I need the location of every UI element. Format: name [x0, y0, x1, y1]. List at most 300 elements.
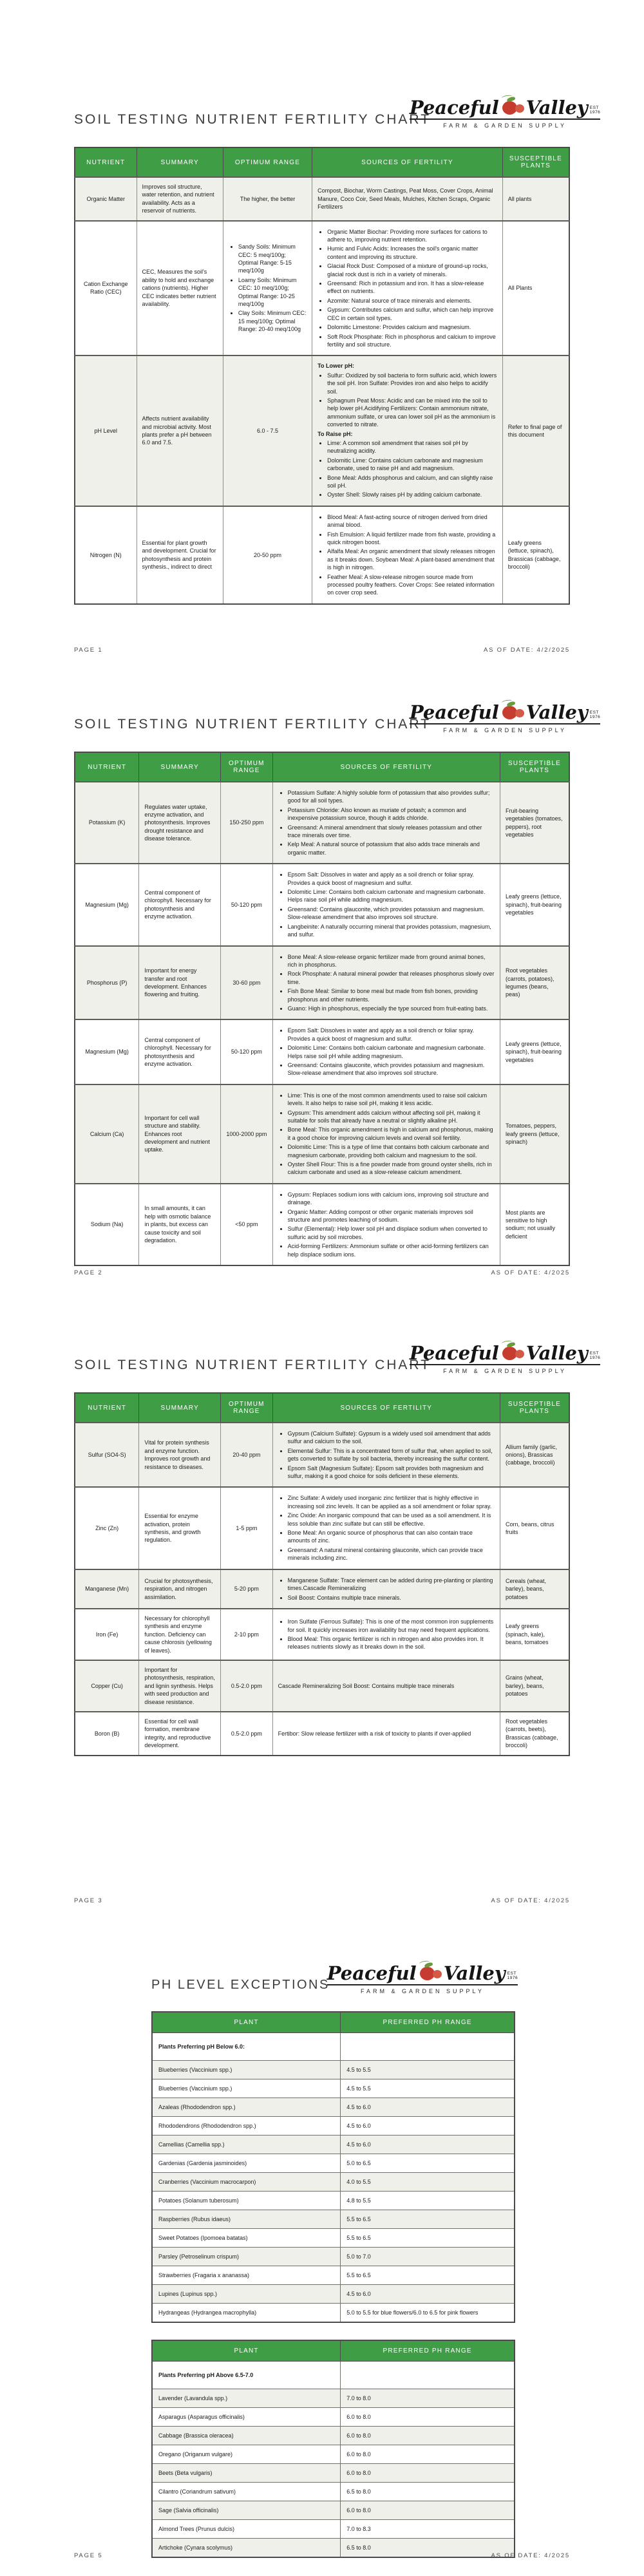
peaceful-valley-logo [409, 700, 601, 734]
page-title: SOIL TESTING NUTRIENT FERTILITY CHART [74, 1358, 431, 1372]
source-bullet: • Gypsum: Contributes calcium and sulfur, which can help improve CEC in certain soil types. [327, 306, 497, 322]
ph-range: 5.0 to 6.5 [341, 2154, 515, 2173]
logo-tagline: FARM & GARDEN SUPPLY [443, 122, 567, 129]
table-row [75, 1084, 569, 1184]
table-row [75, 1609, 569, 1660]
plant-name: Lavender (Lavandula spp.) [152, 2389, 341, 2408]
page-header [74, 700, 601, 734]
optimum-range: <50 ppm [221, 1184, 273, 1265]
optimum-range [223, 221, 312, 356]
logo-word-valley: Valley [526, 701, 588, 723]
source-bullet: • Lime: This is one of the most common amendments used to raise soil calcium levels. It also helps to raise soil pH, making it less acidic. [288, 1092, 495, 1108]
range-bullet: • Loamy Soils: Minimum CEC: 10 meq/100g; Optimal Range: 10-25 meq/100g [238, 276, 307, 308]
table-row [75, 864, 569, 945]
fertility-sources [272, 782, 500, 864]
source-bullet: • Bone Meal: This organic amendment is high in calcium and phosphorus, making it a good choice for improving calcium levels and overall soil fertility. [288, 1126, 495, 1142]
source-bullet: • Langbeinite: A naturally occurring mineral that provides potassium, magnesium, and sulfur. [288, 923, 495, 939]
header-row [75, 1393, 569, 1423]
plant-name: Asparagus (Asparagus officinalis) [152, 2408, 341, 2427]
page-footer [74, 647, 570, 654]
ph-range: 7.0 to 8.3 [341, 2520, 515, 2539]
ph-range: 4.8 to 5.5 [341, 2192, 515, 2210]
susceptible-plants: Leafy greens (lettuce, spinach), fruit-bearing vegetables [500, 1019, 569, 1084]
source-bullet: • Azomite: Natural source of trace minerals and elements. [327, 297, 497, 305]
table-row [152, 2304, 515, 2323]
susceptible-plants: Leafy greens (lettuce, spinach), fruit-bearing vegetables [500, 864, 569, 945]
logo-word-peaceful: Peaceful [409, 701, 499, 723]
nutrient-chart-table-wrap [74, 752, 570, 1266]
source-bullet: • Rock Phosphate: A natural mineral powder that releases phosphorus slowly over time. [288, 970, 495, 986]
fertility-sources [272, 1660, 500, 1712]
column-header: PREFERRED PH RANGE [341, 2340, 515, 2362]
source-bullet-list [278, 789, 495, 857]
tomato-icon [500, 95, 525, 117]
table-row [152, 2154, 515, 2173]
table-row [75, 221, 569, 356]
table-row [152, 2210, 515, 2229]
source-bullet: • Greensand: A natural mineral containing glauconite, which can provide trace minerals including zinc. [288, 1546, 495, 1562]
page-ph-exceptions [0, 1935, 644, 2576]
logo-est: EST 1976 [507, 1971, 518, 1980]
table-row [152, 2408, 515, 2427]
plant-name: Cabbage (Brassica oleracea) [152, 2427, 341, 2445]
ph-range: 4.5 to 6.0 [341, 2098, 515, 2117]
logo-wordmark [410, 1341, 600, 1365]
source-bullet: • Greensand: Rich in potassium and iron. It has a slow-release effect on nutrients. [327, 279, 497, 296]
fertility-sources [312, 355, 503, 506]
susceptible-plants: Corn, beans, citrus fruits [500, 1487, 569, 1569]
table-row [75, 1487, 569, 1569]
header-row [75, 752, 569, 782]
table-row [75, 782, 569, 864]
page-2 [0, 673, 644, 1314]
table-row [152, 2136, 515, 2154]
column-header: SOURCES OF FERTILITY [272, 752, 500, 782]
table-row [152, 2501, 515, 2520]
source-bullet-list [317, 228, 497, 349]
source-bullet: • Gypsum: This amendment adds calcium without affecting soil pH, making it suitable for soils that already have a neutral or slightly alkaline pH. [288, 1109, 495, 1125]
source-bullet: • Dolomitic Lime: Contains both calcium carbonate and magnesium carbonate. Helps raise soil pH while adding magnesium. [288, 1044, 495, 1060]
table-row [75, 1660, 569, 1712]
column-header: SUSCEPTIBLE PLANTS [500, 752, 569, 782]
page-number: PAGE 2 [74, 1269, 103, 1276]
logo-word-peaceful: Peaceful [327, 1962, 417, 1984]
optimum-range: 1-5 ppm [221, 1487, 273, 1569]
ph-range: 5.5 to 6.5 [341, 2266, 515, 2285]
page-3 [0, 1314, 644, 1935]
fertility-sources [272, 1712, 500, 1756]
peaceful-valley-logo [409, 1341, 601, 1374]
source-bullet-list [317, 439, 497, 499]
ph-preference-table [151, 2011, 515, 2323]
source-bullet: • Dolomitic Lime: Contains calcium carbonate and magnesium carbonate, used to raise pH and add magnesium. [327, 457, 497, 473]
source-bullet-list [317, 513, 497, 597]
nutrient-name: Magnesium (Mg) [75, 864, 139, 945]
optimum-range: 50-120 ppm [221, 864, 273, 945]
table-row [152, 2445, 515, 2464]
fertility-sources [272, 1184, 500, 1265]
optimum-range: 20-40 ppm [221, 1423, 273, 1487]
range-bullet: • Sandy Soils: Minimum CEC: 5 meq/100g; Optimal Range: 5-15 meq/100g [238, 243, 307, 275]
table-row [152, 2229, 515, 2248]
ph-range: 5.5 to 6.5 [341, 2229, 515, 2248]
logo-est: EST 1976 [589, 105, 601, 115]
nutrient-name: pH Level [75, 355, 137, 506]
nutrient-summary: Central component of chlorophyll. Necessary for photosynthesis and enzyme activation. [139, 1019, 221, 1084]
source-bullet: • Manganese Sulfate: Trace element can be added during pre-planting or planting times.Cascade Remineralizing [288, 1577, 495, 1593]
source-bullet-list [317, 372, 497, 429]
ph-range: 6.0 to 8.0 [341, 2445, 515, 2464]
optimum-range: 1000-2000 ppm [221, 1084, 273, 1184]
fertility-sources [312, 177, 503, 221]
susceptible-plants: Fruit-bearing vegetables (tomatoes, peppers), root vegetables [500, 782, 569, 864]
nutrient-name: Phosphorus (P) [75, 946, 139, 1020]
page-title: SOIL TESTING NUTRIENT FERTILITY CHART [74, 717, 431, 732]
fertility-sources [272, 1609, 500, 1660]
nutrient-name: Potassium (K) [75, 782, 139, 864]
susceptible-plants: Leafy greens (lettuce, spinach), Brassicas (cabbage, broccoli) [502, 506, 569, 604]
plant-name: Oregano (Origanum vulgare) [152, 2445, 341, 2464]
nutrient-summary: Important for photosynthesis, respiration, and lignin synthesis. Helps with seed production and disease resistance. [139, 1660, 221, 1712]
logo-word-peaceful: Peaceful [409, 1342, 499, 1364]
fertility-sources [272, 1019, 500, 1084]
column-header: NUTRIENT [75, 1393, 139, 1423]
nutrient-name: Calcium (Ca) [75, 1084, 139, 1184]
optimum-range: 0.5-2.0 ppm [221, 1660, 273, 1712]
ph-range: 6.0 to 8.0 [341, 2501, 515, 2520]
source-bullet: • Sphagnum Peat Moss: Acidic and can be mixed into the soil to help lower pH.Acidifying Fertilizers: Contain ammonium nitrate, ammonium sulfate, or urea can lower soil pH as the ammonium is converted to nitrate. [327, 397, 497, 429]
subheader-empty-cell [341, 2362, 515, 2389]
nutrient-name: Magnesium (Mg) [75, 1019, 139, 1084]
table-row [152, 2464, 515, 2483]
table-row [152, 2389, 515, 2408]
source-bullet: • Epsom Salt (Magnesium Sulfate): Epsom salt provides both magnesium and sulfur, making it a good choice for soils deficient in these elements. [288, 1464, 495, 1481]
page-footer [74, 1269, 570, 1276]
logo-word-valley: Valley [526, 97, 588, 118]
plant-name: Potatoes (Solanum tuberosum) [152, 2192, 341, 2210]
source-bullet: • Organic Matter: Adding compost or other organic materials improves soil structure and promotes leaching of sodium. [288, 1208, 495, 1224]
source-text: Cascade Remineralizing Soil Boost: Contains multiple trace minerals [278, 1682, 455, 1689]
table-row [152, 2483, 515, 2501]
peaceful-valley-logo [327, 1961, 518, 1994]
nutrient-summary: Necessary for chlorophyll synthesis and enzyme function. Deficiency can cause chlorosis (yellowing of leaves). [139, 1609, 221, 1660]
table-row [75, 177, 569, 221]
source-bullet: • Humic and Fulvic Acids: Increases the soil's organic matter content and improving its structure. [327, 245, 497, 261]
as-of-date: AS OF DATE: 4/2025 [491, 1897, 570, 1904]
ph-range: 6.0 to 8.0 [341, 2408, 515, 2427]
plant-name: Cilantro (Coriandrum sativum) [152, 2483, 341, 2501]
susceptible-plants: Leafy greens (spinach, kale), beans, tomatoes [500, 1609, 569, 1660]
nutrient-fertility-table [74, 1392, 570, 1756]
page-footer [74, 1897, 570, 1904]
column-header: PLANT [152, 2012, 341, 2033]
fertility-sources [272, 864, 500, 945]
source-bullet: • Oyster Shell: Slowly raises pH by adding calcium carbonate. [327, 491, 497, 498]
nutrient-summary: Essential for cell wall formation, membrane integrity, and reproductive development. [139, 1712, 221, 1756]
column-header: PREFERRED PH RANGE [341, 2012, 515, 2033]
source-bullet: • Lime: A common soil amendment that raises soil pH by neutralizing acidity. [327, 439, 497, 455]
column-header: OPTIMUM RANGE [221, 1393, 273, 1423]
source-bullet: • Fish Emulsion: A liquid fertilizer made from fish waste, providing a quick nitrogen boost. [327, 531, 497, 547]
table-row [75, 1712, 569, 1756]
susceptible-plants: Tomatoes, peppers, leafy greens (lettuce, spinach) [500, 1084, 569, 1184]
table-row [75, 1184, 569, 1265]
source-bullet-list [278, 1092, 495, 1177]
subheader-row [152, 2362, 515, 2389]
logo-word-peaceful: Peaceful [409, 97, 499, 118]
susceptible-plants: Most plants are sensitive to high sodium; not usually deficient [500, 1184, 569, 1265]
tomato-icon [500, 700, 525, 722]
table-row [152, 2061, 515, 2079]
plant-name: Azaleas (Rhododendron spp.) [152, 2098, 341, 2117]
page-1 [0, 0, 644, 673]
source-bullet: • Potassium Chloride: Also known as muriate of potash; a common and inexpensive potassium source, though it adds chloride. [288, 806, 495, 822]
ph-range: 4.5 to 5.5 [341, 2061, 515, 2079]
nutrient-summary: Vital for protein synthesis and enzyme function. Improves root growth and resistance to diseases. [139, 1423, 221, 1487]
source-bullet: • Sulfur: Oxidized by soil bacteria to form sulfuric acid, which lowers the soil pH. Iron Sulfate: Provides iron and also helps to acidify soil. [327, 372, 497, 395]
as-of-date: AS OF DATE: 4/2025 [491, 1269, 570, 1276]
table-row [75, 1423, 569, 1487]
table-row [152, 2117, 515, 2136]
ph-preference-table [151, 2340, 515, 2558]
ph-range: 6.0 to 8.0 [341, 2427, 515, 2445]
plant-name: Lupines (Lupinus spp.) [152, 2285, 341, 2304]
range-bullet-list [229, 243, 307, 333]
nutrient-fertility-table [74, 752, 570, 1266]
nutrient-name: Manganese (Mn) [75, 1569, 139, 1609]
plant-name: Sage (Salvia officinalis) [152, 2501, 341, 2520]
ph-range: 7.0 to 8.0 [341, 2389, 515, 2408]
as-of-date: AS OF DATE: 4/2/2025 [483, 647, 570, 654]
column-header: SOURCES OF FERTILITY [272, 1393, 500, 1423]
logo-word-valley: Valley [443, 1962, 506, 1984]
nutrient-summary: Essential for enzyme activation, protein synthesis, and growth regulation. [139, 1487, 221, 1569]
source-bullet: • Fish Bone Meal: Similar to bone meal but made from fish bones, providing phosphorus and other nutrients. [288, 987, 495, 1003]
page-title: PH LEVEL EXCEPTIONS [151, 1978, 330, 1992]
ph-range: 6.5 to 8.0 [341, 2539, 515, 2558]
source-bullet: • Dolomitic Limestone: Provides calcium and magnesium. [327, 323, 497, 331]
source-bullet: • Epsom Salt: Dissolves in water and apply as a soil drench or foliar spray. Provides a quick boost of magnesium and sulfur. [288, 1027, 495, 1043]
plant-name: Sweet Potatoes (Ipomoea batatas) [152, 2229, 341, 2248]
nutrient-name: Organic Matter [75, 177, 137, 221]
table-row [152, 2098, 515, 2117]
susceptible-plants: Root vegetables (carrots, potatoes), legumes (beans, peas) [500, 946, 569, 1020]
ph-range: 5.0 to 5.5 for blue flowers/6.0 to 6.5 for pink flowers [341, 2304, 515, 2323]
source-bullet: • Bone Meal: Adds phosphorus and calcium, and can slightly raise soil pH. [327, 474, 497, 490]
nutrient-name: Iron (Fe) [75, 1609, 139, 1660]
source-bullet-list [278, 1494, 495, 1562]
susceptible-plants: Refer to final page of this document [502, 355, 569, 506]
source-bullet: • Guano: High in phosphorus, especially the type sourced from fruit-eating bats. [288, 1005, 495, 1012]
plant-name: Blueberries (Vaccinium spp.) [152, 2079, 341, 2098]
tomato-icon [500, 1341, 525, 1363]
column-header: SUMMARY [137, 147, 223, 177]
susceptible-plants: Grains (wheat, barley), beans, potatoes [500, 1660, 569, 1712]
source-bullet-list [278, 1027, 495, 1077]
tomato-icon [418, 1961, 442, 1983]
susceptible-plants: Root vegetables (carrots, beets), Brassicas (cabbage, broccoli) [500, 1712, 569, 1756]
fertility-sources [312, 506, 503, 604]
ph-range: 4.5 to 5.5 [341, 2079, 515, 2098]
table-row [75, 946, 569, 1020]
optimum-range: 50-120 ppm [221, 1019, 273, 1084]
table-row [75, 1019, 569, 1084]
table-row [152, 2285, 515, 2304]
source-text: Compost, Biochar, Worm Castings, Peat Moss, Cover Crops, Animal Manure, Coco Coir, Seed Meals, Mulches, Kitchen Scraps, Organic Fertilizers [317, 187, 493, 211]
plant-name: Strawberries (Fragaria x ananassa) [152, 2266, 341, 2285]
page-header [74, 95, 601, 129]
susceptible-plants: Allium family (garlic, onions), Brassicas (cabbage, broccoli) [500, 1423, 569, 1487]
source-bullet: • Kelp Meal: A natural source of potassium that also adds trace minerals and organic matter. [288, 840, 495, 857]
table-row [75, 1569, 569, 1609]
plant-name: Gardenias (Gardenia jasminoides) [152, 2154, 341, 2173]
column-header: PLANT [152, 2340, 341, 2362]
source-bullet-list [278, 1577, 495, 1602]
column-header: SUMMARY [139, 752, 221, 782]
plant-name: Beets (Beta vulgaris) [152, 2464, 341, 2483]
plant-name: Raspberries (Rubus idaeus) [152, 2210, 341, 2229]
page-footer [74, 2552, 570, 2559]
optimum-range: 20-50 ppm [223, 506, 312, 604]
logo-wordmark [410, 95, 600, 120]
optimum-range: 6.0 - 7.5 [223, 355, 312, 506]
plant-name: Cranberries (Vaccinium macrocarpon) [152, 2173, 341, 2192]
source-bullet: • Alfalfa Meal: An organic amendment that slowly releases nitrogen as it breaks down. Soybean Meal: A plant-based amendment that is high in nitrogen. [327, 547, 497, 571]
ph-range: 5.5 to 6.5 [341, 2210, 515, 2229]
source-bullet: • Feather Meal: A slow-release nitrogen source made from processed poultry feathers. Cover Crops: See related information on cover crop seed. [327, 573, 497, 597]
fertility-sources [272, 1569, 500, 1609]
fertility-sources [272, 946, 500, 1020]
nutrient-summary: Affects nutrient availability and microbial activity. Most plants prefer a pH between 6.0 and 7.5. [137, 355, 223, 506]
column-header: SUSCEPTIBLE PLANTS [502, 147, 569, 177]
ph-tables-wrap [151, 2011, 515, 2558]
plant-name: Parsley (Petroselinum crispum) [152, 2248, 341, 2266]
table-row [75, 355, 569, 506]
nutrient-chart-table-wrap [74, 147, 570, 605]
header-row [152, 2340, 515, 2362]
source-bullet: • Blood Meal: A fast-acting source of nitrogen derived from dried animal blood. [327, 513, 497, 529]
source-bullet: • Zinc Sulfate: A widely used inorganic zinc fertilizer that is highly effective in increasing soil zinc levels. It can be applied as a soil amendment or foliar spray. [288, 1494, 495, 1510]
ph-range: 4.5 to 6.0 [341, 2285, 515, 2304]
fertility-sources [312, 221, 503, 356]
subheader-label: Plants Preferring pH Below 6.0: [152, 2033, 341, 2061]
table-row [152, 2248, 515, 2266]
source-bullet: • Bone Meal: A slow-release organic fertilizer made from ground animal bones, rich in phosphorus. [288, 953, 495, 969]
nutrient-summary: CEC, Measures the soil's ability to hold and exchange cations (nutrients). Higher CEC indicates better nutrient availability. [137, 221, 223, 356]
source-bullet-list [278, 871, 495, 938]
source-text: Fertibor: Slow release fertilizer with a risk of toxicity to plants if over-applied [278, 1730, 471, 1737]
nutrient-summary: Central component of chlorophyll. Necessary for photosynthesis and enzyme activation. [139, 864, 221, 945]
column-header: SUSCEPTIBLE PLANTS [500, 1393, 569, 1423]
plant-name: Almond Trees (Prunus dulcis) [152, 2520, 341, 2539]
as-of-date: AS OF DATE: 4/2025 [491, 2552, 570, 2559]
plant-name: Blueberries (Vaccinium spp.) [152, 2061, 341, 2079]
peaceful-valley-logo [409, 95, 601, 129]
ph-range: 4.5 to 6.0 [341, 2117, 515, 2136]
subheader-row [152, 2033, 515, 2061]
column-header: OPTIMUM RANGE [221, 752, 273, 782]
nutrient-name: Zinc (Zn) [75, 1487, 139, 1569]
range-bullet: • Clay Soils: Minimum CEC: 15 meq/100g; Optimal Range: 20-40 meq/100g [238, 309, 307, 333]
page-number: PAGE 3 [74, 1897, 103, 1904]
logo-word-valley: Valley [526, 1342, 588, 1364]
logo-wordmark [327, 1961, 518, 1985]
table-row [75, 506, 569, 604]
source-bullet: • Iron Sulfate (Ferrous Sulfate): This is one of the most common iron supplements for soil. It quickly increases iron availability but may need frequent applications. [288, 1618, 495, 1634]
header-row [75, 147, 569, 177]
fertility-sources [272, 1084, 500, 1184]
logo-wordmark [410, 700, 600, 724]
plant-name: Artichoke (Cynara scolymus) [152, 2539, 341, 2558]
nutrient-name: Cation Exchange Ratio (CEC) [75, 221, 137, 356]
susceptible-plants: All plants [502, 177, 569, 221]
header-row [152, 2012, 515, 2033]
nutrient-name: Nitrogen (N) [75, 506, 137, 604]
source-bullet: • Potassium Sulfate: A highly soluble form of potassium that also provides sulfur; good for all soil types. [288, 789, 495, 805]
optimum-range: 0.5-2.0 ppm [221, 1712, 273, 1756]
source-bullet: • Zinc Oxide: An inorganic compound that can be used as a soil amendment. It is less soluble than zinc sulfate but can still be effective. [288, 1511, 495, 1528]
column-header: SUMMARY [139, 1393, 221, 1423]
page-header [151, 1961, 518, 1994]
logo-est: EST 1976 [589, 710, 601, 719]
source-bullet: • Gypsum: Replaces sodium ions with calcium ions, improving soil structure and drainage. [288, 1191, 495, 1207]
source-bullet: • Greensand: Contains glauconite, which provides potassium and magnesium. Slow-release amendment that also improves soil structure. [288, 905, 495, 922]
table-row [152, 2520, 515, 2539]
source-bullet-list [278, 1618, 495, 1651]
source-bullet: • Oyster Shell Flour: This is a fine powder made from ground oyster shells, rich in calcium carbonate and used as a slow-release calcium amendment. [288, 1160, 495, 1177]
source-bullet: • Gypsum (Calcium Sulfate): Gypsum is a widely used soil amendment that adds sulfur and calcium to the soil. [288, 1430, 495, 1446]
optimum-range: 5-20 ppm [221, 1569, 273, 1609]
ph-range: 6.0 to 8.0 [341, 2464, 515, 2483]
column-header: SOURCES OF FERTILITY [312, 147, 503, 177]
susceptible-plants: Cereals (wheat, barley), beans, potatoes [500, 1569, 569, 1609]
logo-est: EST 1976 [589, 1350, 601, 1360]
column-header: OPTIMUM RANGE [223, 147, 312, 177]
source-bullet: • Blood Meal: This organic fertilizer is rich in nitrogen and also provides iron. It releases nutrients slowly as it breaks down in the soil. [288, 1635, 495, 1651]
subheader-empty-cell [341, 2033, 515, 2061]
optimum-range: 30-60 ppm [221, 946, 273, 1020]
nutrient-name: Copper (Cu) [75, 1660, 139, 1712]
nutrient-chart-table-wrap [74, 1392, 570, 1756]
subheader-label: Plants Preferring pH Above 6.5-7.0 [152, 2362, 341, 2389]
nutrient-summary: Important for energy transfer and root development. Enhances flowering and fruiting. [139, 946, 221, 1020]
nutrient-name: Sodium (Na) [75, 1184, 139, 1265]
page-title: SOIL TESTING NUTRIENT FERTILITY CHART [74, 112, 431, 127]
source-bullet: • Acid-forming Fertilizers: Ammonium sulfate or other acid-forming fertilizers can help displace sodium ions. [288, 1242, 495, 1258]
source-bullet: • Soil Boost: Contains multiple trace minerals. [288, 1594, 495, 1602]
source-bullet: • Glacial Rock Dust: Composed of a mixture of ground-up rocks, glacial rock dust is rich in a variety of minerals. [327, 262, 497, 278]
source-bullet: • Organic Matter Biochar: Providing more surfaces for cations to adhere to, improving nutrient retention. [327, 228, 497, 244]
sources-heading: To Raise pH: [317, 430, 353, 437]
source-bullet: • Sulfur (Elemental): Help lower soil pH and displace sodium when converted to sulfuric acid by soil microbes. [288, 1225, 495, 1241]
source-bullet: • Epsom Salt: Dissolves in water and apply as a soil drench or foliar spray. Provides a quick boost of magnesium and sulfur. [288, 871, 495, 887]
logo-tagline: FARM & GARDEN SUPPLY [360, 1988, 484, 1994]
source-bullet-list [278, 1191, 495, 1258]
plant-name: Hydrangeas (Hydrangea macrophylla) [152, 2304, 341, 2323]
ph-range: 6.5 to 8.0 [341, 2483, 515, 2501]
page-number: PAGE 5 [74, 2552, 103, 2559]
source-bullet-list [278, 1430, 495, 1480]
source-bullet: • Elemental Sulfur: This is a concentrated form of sulfur that, when applied to soil, gets converted to sulfate by soil bacteria, thereby increasing the sulfur content. [288, 1447, 495, 1463]
ph-range: 4.0 to 5.5 [341, 2173, 515, 2192]
sources-heading: To Lower pH: [317, 363, 354, 370]
logo-tagline: FARM & GARDEN SUPPLY [443, 727, 567, 734]
optimum-range: 150-250 ppm [221, 782, 273, 864]
source-bullet: • Greensand: Contains glauconite, which provides potassium and magnesium. Slow-release amendment that also improves soil structure. [288, 1061, 495, 1077]
table-row [152, 2192, 515, 2210]
source-bullet: • Greensand: A mineral amendment that slowly releases potassium and other trace minerals over time. [288, 824, 495, 840]
source-bullet: • Soft Rock Phosphate: Rich in phosphorus and calcium to improve fertility and soil structure. [327, 333, 497, 349]
